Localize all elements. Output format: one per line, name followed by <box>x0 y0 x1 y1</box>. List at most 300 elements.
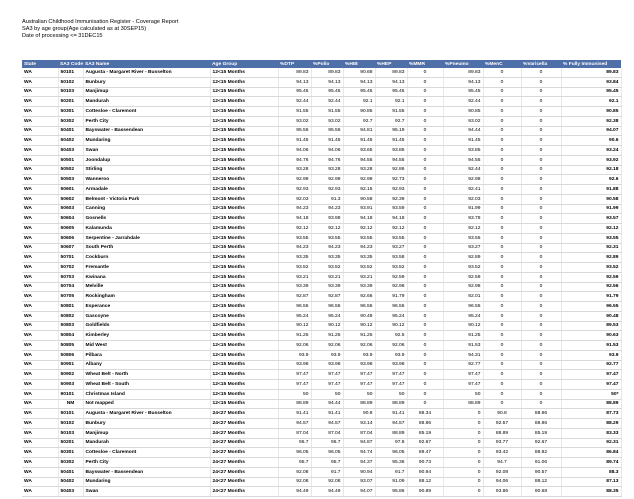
table-cell: 92.98 <box>443 175 483 185</box>
table-cell: 95.45 <box>343 87 375 97</box>
table-cell: 0 <box>443 428 483 438</box>
table-cell: 90.85 <box>443 107 483 117</box>
table-cell: 95.24 <box>375 311 407 321</box>
table-cell: 12<15 Months <box>210 302 278 312</box>
table-cell: 91.09 <box>375 477 407 487</box>
table-cell: 50402 <box>58 477 83 487</box>
table-cell: 0 <box>407 399 443 409</box>
table-cell: 92.08 <box>278 477 311 487</box>
table-cell: 93.39 <box>278 282 311 292</box>
table-cell: 0 <box>407 155 443 165</box>
table-cell: 24<27 Months <box>210 458 278 468</box>
table-cell: 97.47 <box>278 370 311 380</box>
column-header: State <box>22 60 58 68</box>
table-cell: WA <box>22 477 58 487</box>
table-cell: Mundaring <box>83 136 210 146</box>
table-cell: 93.55 <box>311 233 343 243</box>
table-cell: 86.84 <box>561 448 621 458</box>
table-cell: 50802 <box>58 311 83 321</box>
table-cell: 0 <box>407 350 443 360</box>
table-cell: 92.41 <box>443 185 483 195</box>
table-cell: 97.8 <box>375 438 407 448</box>
table-cell: 24<27 Months <box>210 409 278 419</box>
table-cell: 0 <box>443 409 483 419</box>
table-cell: 0 <box>483 243 521 253</box>
table-cell: 50103 <box>58 87 83 97</box>
table-cell: WA <box>22 175 58 185</box>
table-cell: 88.89 <box>483 428 521 438</box>
table-cell: 87.04 <box>311 428 343 438</box>
table-row <box>22 233 621 243</box>
table-cell: Mid West <box>83 341 210 351</box>
table-cell: 50503 <box>58 175 83 185</box>
table-cell: Swan <box>83 146 210 156</box>
table-cell: 95.56 <box>311 126 343 136</box>
table-cell: 0 <box>483 370 521 380</box>
table-cell: 50606 <box>58 233 83 243</box>
table-cell: Swan <box>83 487 210 497</box>
table-cell: 0 <box>443 477 483 487</box>
table-cell: 92.44 <box>443 97 483 107</box>
table-cell: 50101 <box>58 68 83 77</box>
table-row <box>22 448 621 458</box>
table-cell: WA <box>22 272 58 282</box>
table-cell: WA <box>22 224 58 234</box>
table-cell: 92.12 <box>343 224 375 234</box>
table-cell: 12<15 Months <box>210 350 278 360</box>
table-cell: Serpentine - Jarrahdale <box>83 233 210 243</box>
table-cell: 93.65 <box>343 146 375 156</box>
table-row <box>22 68 621 77</box>
table-cell: 0 <box>407 87 443 97</box>
table-cell: 91.7 <box>375 467 407 477</box>
table-cell: 91.99 <box>443 204 483 214</box>
table-cell: 93.9 <box>278 350 311 360</box>
table-cell: 90.63 <box>561 331 621 341</box>
table-cell: 0 <box>521 204 561 214</box>
table-cell: WA <box>22 68 58 77</box>
table-cell: 0 <box>407 272 443 282</box>
table-cell: 0 <box>521 87 561 97</box>
table-cell: 12<15 Months <box>210 146 278 156</box>
table-row <box>22 341 621 351</box>
table-cell: 93.92 <box>561 155 621 165</box>
table-cell: 93.21 <box>343 272 375 282</box>
table-cell: 12<15 Months <box>210 243 278 253</box>
table-cell: 93.52 <box>443 263 483 273</box>
table-cell: 93.9 <box>561 350 621 360</box>
table-cell: 93.84 <box>561 77 621 87</box>
table-cell: 90.85 <box>561 107 621 117</box>
table-cell: 92.98 <box>375 282 407 292</box>
table-cell: WA <box>22 438 58 448</box>
table-cell: 92.59 <box>561 272 621 282</box>
table-cell: 88.89 <box>375 428 407 438</box>
column-header: %Pneumo <box>443 60 483 68</box>
column-header: SA3 Code <box>60 61 84 67</box>
table-cell: 93.27 <box>443 243 483 253</box>
table-cell: 97.47 <box>443 370 483 380</box>
table-cell: 94.49 <box>311 487 343 497</box>
table-cell: 0 <box>483 97 521 107</box>
table-cell: 0 <box>483 126 521 136</box>
table-cell: 90.48 <box>561 311 621 321</box>
table-cell: Bunbury <box>83 77 210 87</box>
table-cell: WA <box>22 155 58 165</box>
table-cell: 94.55 <box>375 155 407 165</box>
table-cell: WA <box>22 428 58 438</box>
table-cell: 90.58 <box>343 194 375 204</box>
table-cell: 94.81 <box>343 126 375 136</box>
table-cell: 12<15 Months <box>210 68 278 77</box>
table-cell: 50402 <box>58 136 83 146</box>
table-cell: WA <box>22 185 58 195</box>
table-cell: 97.47 <box>375 370 407 380</box>
table-cell: 50804 <box>58 331 83 341</box>
table-cell: 94.76 <box>278 155 311 165</box>
table-cell: 88.34 <box>407 409 443 419</box>
table-cell: 95.7 <box>278 458 311 468</box>
table-cell: 88.82 <box>521 448 561 458</box>
table-cell: 50702 <box>58 263 83 273</box>
table-cell: 50403 <box>58 146 83 156</box>
table-cell: 0 <box>407 341 443 351</box>
table-cell: 50403 <box>58 487 83 497</box>
table-cell: WA <box>22 107 58 117</box>
table-body <box>22 68 621 497</box>
table-cell: 94.74 <box>343 448 375 458</box>
table-cell: 93.55 <box>443 233 483 243</box>
table-cell: Kimberley <box>83 331 210 341</box>
table-cell: 90.85 <box>343 107 375 117</box>
table-row <box>22 146 621 156</box>
table-cell: 0 <box>443 467 483 477</box>
table-cell: 12<15 Months <box>210 77 278 87</box>
table-cell: 90.12 <box>443 321 483 331</box>
table-cell: 94.18 <box>278 214 311 224</box>
table-cell: 91.7 <box>311 467 343 477</box>
table-cell: 90.89 <box>407 487 443 497</box>
table-cell: 50201 <box>58 438 83 448</box>
table-cell: 90101 <box>58 389 83 399</box>
table-cell: 95.24 <box>443 311 483 321</box>
table-cell: 0 <box>407 331 443 341</box>
table-cell: 96.05 <box>311 448 343 458</box>
table-cell: 0 <box>521 214 561 224</box>
table-cell: 93.86 <box>483 487 521 497</box>
table-cell: 92.59 <box>443 272 483 282</box>
table-cell: 0 <box>407 263 443 273</box>
table-cell: 0 <box>521 146 561 156</box>
table-cell: 50705 <box>58 292 83 302</box>
table-cell: 0 <box>521 233 561 243</box>
table-cell: Albany <box>83 360 210 370</box>
table-cell: 95.45 <box>561 87 621 97</box>
table-cell: 93.24 <box>561 146 621 156</box>
table-cell: 0 <box>483 282 521 292</box>
table-cell: 93.28 <box>343 165 375 175</box>
table-cell: 0 <box>407 194 443 204</box>
table-cell: 92.06 <box>343 341 375 351</box>
table-cell: 0 <box>521 194 561 204</box>
table-cell: 93.39 <box>343 282 375 292</box>
table-cell: 94.07 <box>343 487 375 497</box>
table-cell: 12<15 Months <box>210 97 278 107</box>
table-cell: 92.7 <box>343 116 375 126</box>
table-cell: 50703 <box>58 272 83 282</box>
table-row <box>22 428 621 438</box>
table-cell: WA <box>22 350 58 360</box>
table-cell: 50704 <box>58 282 83 292</box>
table-cell: 93.28 <box>278 165 311 175</box>
table-cell: WA <box>22 263 58 273</box>
table-cell: 88.12 <box>521 477 561 487</box>
table-cell: 94.55 <box>443 155 483 165</box>
table-cell: 0 <box>521 380 561 390</box>
table-cell: 0 <box>521 292 561 302</box>
table-cell: Bayswater - Bassendean <box>83 126 210 136</box>
table-cell: 93.35 <box>343 253 375 263</box>
table-cell: 95.45 <box>311 87 343 97</box>
table-cell: 97.47 <box>561 380 621 390</box>
table-row <box>22 243 621 253</box>
table-cell: 93.85 <box>375 146 407 156</box>
table-row <box>22 380 621 390</box>
table-cell: 93.07 <box>343 477 375 487</box>
report-processing-date: Date of processing <= 31DEC15 <box>22 33 103 39</box>
table-cell: WA <box>22 419 58 429</box>
table-cell: 0 <box>407 233 443 243</box>
table-cell: 94.23 <box>278 243 311 253</box>
table-cell: 12<15 Months <box>210 360 278 370</box>
table-cell: 0 <box>407 175 443 185</box>
table-cell: 89.47 <box>407 448 443 458</box>
table-cell: 0 <box>483 224 521 234</box>
table-cell: 92.06 <box>278 341 311 351</box>
table-cell: 94.76 <box>311 155 343 165</box>
table-cell: 96.05 <box>375 448 407 458</box>
table-cell: 92.56 <box>561 282 621 292</box>
table-cell: 91.53 <box>561 341 621 351</box>
table-cell: 0 <box>483 204 521 214</box>
table-row <box>22 311 621 321</box>
table-cell: 93.9 <box>343 350 375 360</box>
table-cell: 12<15 Months <box>210 321 278 331</box>
table-cell: 85.19 <box>521 428 561 438</box>
table-cell: 93.77 <box>483 438 521 448</box>
table-cell: 92.03 <box>443 194 483 204</box>
table-cell: 92.6 <box>561 175 621 185</box>
table-cell: 92.98 <box>443 282 483 292</box>
table-cell: 0 <box>483 292 521 302</box>
table-cell: 50401 <box>58 467 83 477</box>
table-cell: 0 <box>407 77 443 87</box>
table-cell: 0 <box>407 185 443 195</box>
table-cell: 0 <box>483 116 521 126</box>
table-cell: 50102 <box>58 77 83 87</box>
table-cell: 0 <box>521 263 561 273</box>
table-cell: 93.58 <box>375 253 407 263</box>
table-row <box>22 331 621 341</box>
table-cell: Not mapped <box>83 399 210 409</box>
table-cell: 50601 <box>58 185 83 195</box>
table-cell: Cottesloe - Claremont <box>83 448 210 458</box>
table-cell: 94.06 <box>311 146 343 156</box>
table-row <box>22 409 621 419</box>
table-cell: WA <box>22 389 58 399</box>
table-cell: Pilbara <box>83 350 210 360</box>
table-cell: 24<27 Months <box>210 477 278 487</box>
table-cell: 50602 <box>58 194 83 204</box>
table-cell: 92.89 <box>443 253 483 263</box>
table-cell: 90.12 <box>311 321 343 331</box>
table-cell: 0 <box>407 204 443 214</box>
table-cell: 90.58 <box>561 194 621 204</box>
table-row <box>22 321 621 331</box>
table-cell: WA <box>22 126 58 136</box>
table-cell: Manjimup <box>83 87 210 97</box>
table-cell: 93.98 <box>311 214 343 224</box>
table-cell: 94.13 <box>343 77 375 87</box>
table-row <box>22 87 621 97</box>
table-cell: 92.31 <box>561 438 621 448</box>
table-cell: 94.49 <box>278 487 311 497</box>
table-cell: 12<15 Months <box>210 370 278 380</box>
table-row <box>22 224 621 234</box>
table-cell: 0 <box>483 214 521 224</box>
table-cell: Rockingham <box>83 292 210 302</box>
table-cell: WA <box>22 253 58 263</box>
table-cell: 50604 <box>58 214 83 224</box>
table-cell: 50103 <box>58 428 83 438</box>
table-cell: 12<15 Months <box>210 389 278 399</box>
table-cell: 92.7 <box>375 116 407 126</box>
table-cell: 93.9 <box>311 350 343 360</box>
table-cell: 90.12 <box>375 321 407 331</box>
table-cell: 89.83 <box>278 68 311 77</box>
table-cell: 92.59 <box>375 272 407 282</box>
table-cell: 0 <box>407 321 443 331</box>
table-cell: 90.68 <box>343 68 375 77</box>
table-cell: 94.23 <box>343 243 375 253</box>
table-cell: 24<27 Months <box>210 428 278 438</box>
table-cell: Belmont - Victoria Park <box>83 194 210 204</box>
table-cell: 92.08 <box>483 467 521 477</box>
table-cell: Gascoyne <box>83 311 210 321</box>
table-cell: WA <box>22 292 58 302</box>
table-cell: 12<15 Months <box>210 253 278 263</box>
table-cell: WA <box>22 399 58 409</box>
table-cell: 0 <box>483 146 521 156</box>
table-cell: 93.98 <box>375 360 407 370</box>
table-cell: 96.7 <box>278 438 311 448</box>
table-row <box>22 272 621 282</box>
table-cell: 50201 <box>58 97 83 107</box>
table-cell: 94.23 <box>278 204 311 214</box>
table-cell: 50902 <box>58 370 83 380</box>
table-cell: Augusta - Margaret River - Busselton <box>83 68 210 77</box>
table-cell: 96.55 <box>278 302 311 312</box>
table-cell: 50701 <box>58 253 83 263</box>
table-cell: 92.12 <box>561 224 621 234</box>
table-cell: 0 <box>521 302 561 312</box>
table-cell: 90.57 <box>521 467 561 477</box>
table-cell: 12<15 Months <box>210 185 278 195</box>
table-row <box>22 126 621 136</box>
coverage-table <box>22 60 622 497</box>
table-cell: 96.55 <box>375 302 407 312</box>
table-cell: 0 <box>407 97 443 107</box>
table-cell: 93.14 <box>343 419 375 429</box>
table-cell: 50401 <box>58 126 83 136</box>
table-cell: 0 <box>521 272 561 282</box>
table-row <box>22 487 621 497</box>
table-cell: 50502 <box>58 165 83 175</box>
table-cell: Augusta - Margaret River - Busselton <box>83 409 210 419</box>
table-cell: 88.35 <box>561 487 621 497</box>
table-cell: Fremantle <box>83 263 210 273</box>
table-row <box>22 419 621 429</box>
table-cell: 93.55 <box>343 233 375 243</box>
table-cell: 0 <box>521 253 561 263</box>
table-cell: 93.35 <box>278 253 311 263</box>
table-cell: 88.96 <box>521 409 561 419</box>
table-cell: 12<15 Months <box>210 380 278 390</box>
table-cell: WA <box>22 302 58 312</box>
table-cell: 0 <box>407 380 443 390</box>
table-row <box>22 185 621 195</box>
table-cell: 93.78 <box>443 214 483 224</box>
table-cell: 0 <box>483 341 521 351</box>
table-cell: Stirling <box>83 165 210 175</box>
table-cell: 92.01 <box>443 292 483 302</box>
table-cell: 94.7 <box>483 458 521 468</box>
table-cell: 88.89 <box>443 399 483 409</box>
table-row <box>22 204 621 214</box>
table-cell: 0 <box>407 302 443 312</box>
table-cell: Christmas Island <box>83 389 210 399</box>
table-cell: Esperance <box>83 302 210 312</box>
table-cell: 0 <box>407 136 443 146</box>
table-cell: Perth City <box>83 116 210 126</box>
table-cell: 88.3 <box>561 467 621 477</box>
table-cell: 50* <box>561 389 621 399</box>
table-cell: 94.57 <box>375 419 407 429</box>
table-cell: Bayswater - Bassendean <box>83 467 210 477</box>
table-cell: Mandurah <box>83 438 210 448</box>
table-cell: Perth City <box>83 458 210 468</box>
table-cell: 0 <box>521 311 561 321</box>
table-cell: Armadale <box>83 185 210 195</box>
table-cell: 50 <box>278 389 311 399</box>
table-cell: 90.8 <box>483 409 521 419</box>
table-cell: WA <box>22 165 58 175</box>
table-cell: 0 <box>521 155 561 165</box>
table-cell: 92.18 <box>561 165 621 175</box>
column-header: %HEP <box>375 60 407 68</box>
table-cell: 12<15 Months <box>210 155 278 165</box>
table-cell: 0 <box>443 448 483 458</box>
table-cell: 12<15 Months <box>210 136 278 146</box>
table-cell: WA <box>22 214 58 224</box>
table-cell: 92.31 <box>561 243 621 253</box>
table-cell: 0 <box>521 370 561 380</box>
table-cell: 12<15 Months <box>210 165 278 175</box>
table-cell: 0 <box>483 107 521 117</box>
table-cell: 92.1 <box>561 97 621 107</box>
table-cell: 93.02 <box>443 116 483 126</box>
table-cell: 97.47 <box>311 380 343 390</box>
